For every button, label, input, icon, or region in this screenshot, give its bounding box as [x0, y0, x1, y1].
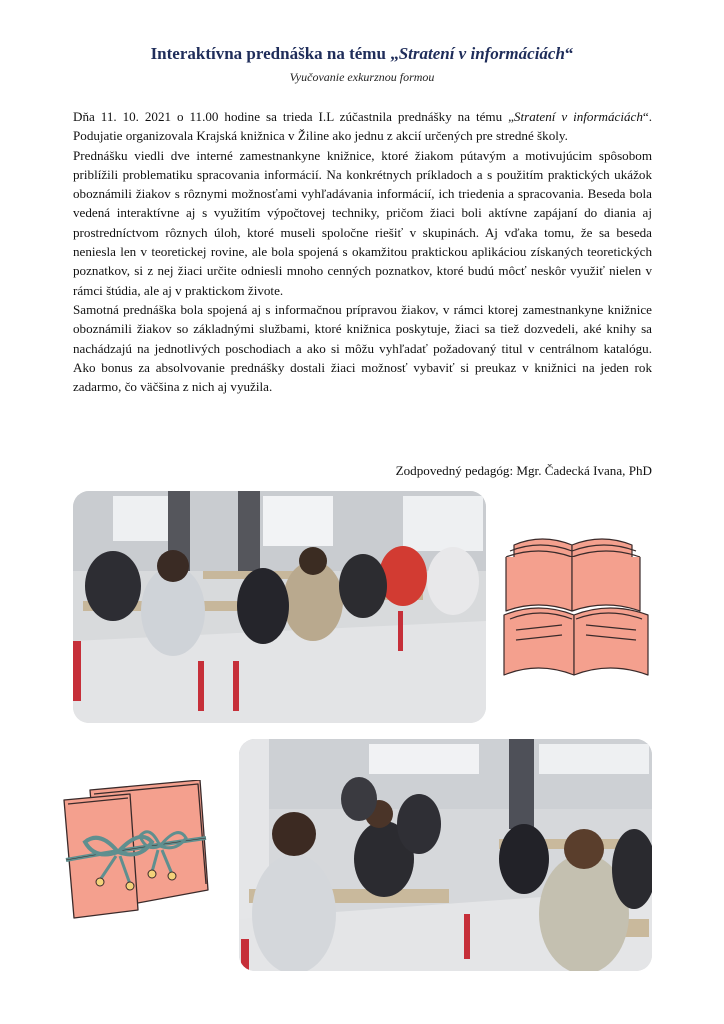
p1-text-b: “. Podujatie organizovala Krajská knižnica v Žiline ako jednu z akcií určených pre stredné školy. — [73, 109, 652, 144]
classroom-photo-icon-2 — [239, 739, 652, 971]
paragraph-1 — [73, 107, 652, 146]
article-body — [73, 107, 652, 396]
paragraph-2: Prednášku viedli dve interné zamestnankyne knižnice, ktoré žiakom pútavým a motivujúcim spôsobom priblížili problematiku spracovania informácií. Na konkrétnych príkladoch a s použitím praktických ukážok oboznámili žiakov s rôznymi možnosťami vyhľadávania informácií, ich triedenia a spracovania. Beseda bola vedená interaktívne aj s využitím výpočtovej techniky, pričom žiaci boli aktívne zapájaní do diania aj prostredníctvom rôznych úloh, ktoré museli spoločne riešiť v skupinách. Aj vďaka tomu, že sa beseda neniesla len v teoretickej rovine, ale bola spojená s okamžitou praktickou aplikáciou získaných teoretických poznatkov, si z nej žiaci určite odniesli mnoho cenných poznatkov, ktoré budú môcť neskôr využiť nielen v rámci štúdia, ale aj v praktickom živote. — [73, 147, 652, 298]
tied-books-icon — [60, 780, 210, 920]
tied-books-decoration — [60, 780, 210, 920]
title-italic: Stratení v informáciách — [398, 44, 565, 63]
page-title — [0, 44, 724, 64]
p1-text-a: Dňa 11. 10. 2021 o 11.00 hodine sa trieda I.L zúčastnila prednášky na tému „ — [73, 109, 514, 124]
open-books-decoration — [502, 515, 652, 685]
title-suffix: “ — [564, 44, 574, 63]
p1-italic: Stratení v informáciách — [513, 109, 643, 124]
page-subtitle: Vyučovanie exkurznou formou — [289, 70, 435, 84]
title-prefix: Interaktívna prednáška na tému „ — [150, 44, 399, 63]
classroom-photo-icon — [73, 491, 486, 723]
open-books-icon — [502, 515, 652, 685]
paragraph-3: Samotná prednáška bola spojená aj s informačnou prípravou žiakov, v rámci ktorej zamestnankyne knižnice oboznámili žiakov so základnými službami, ktoré knižnica poskytuje, žiaci sa tiež dozvedeli, aké knihy sa nachádzajú na jednotlivých poschodiach a ako si môžu vyhľadať požadovaný titul v centrálnom katalógu. Ako bonus za absolvovanie prednášky dostali žiaci možnosť vybaviť si preukaz v knižnici na jeden rok zadarmo, čo väčšina z nich aj využila. — [73, 301, 652, 395]
classroom-photo-1 — [73, 491, 486, 723]
classroom-photo-2 — [239, 739, 652, 971]
signature: Zodpovedný pedagóg: Mgr. Čadecká Ivana, PhD — [395, 463, 652, 478]
